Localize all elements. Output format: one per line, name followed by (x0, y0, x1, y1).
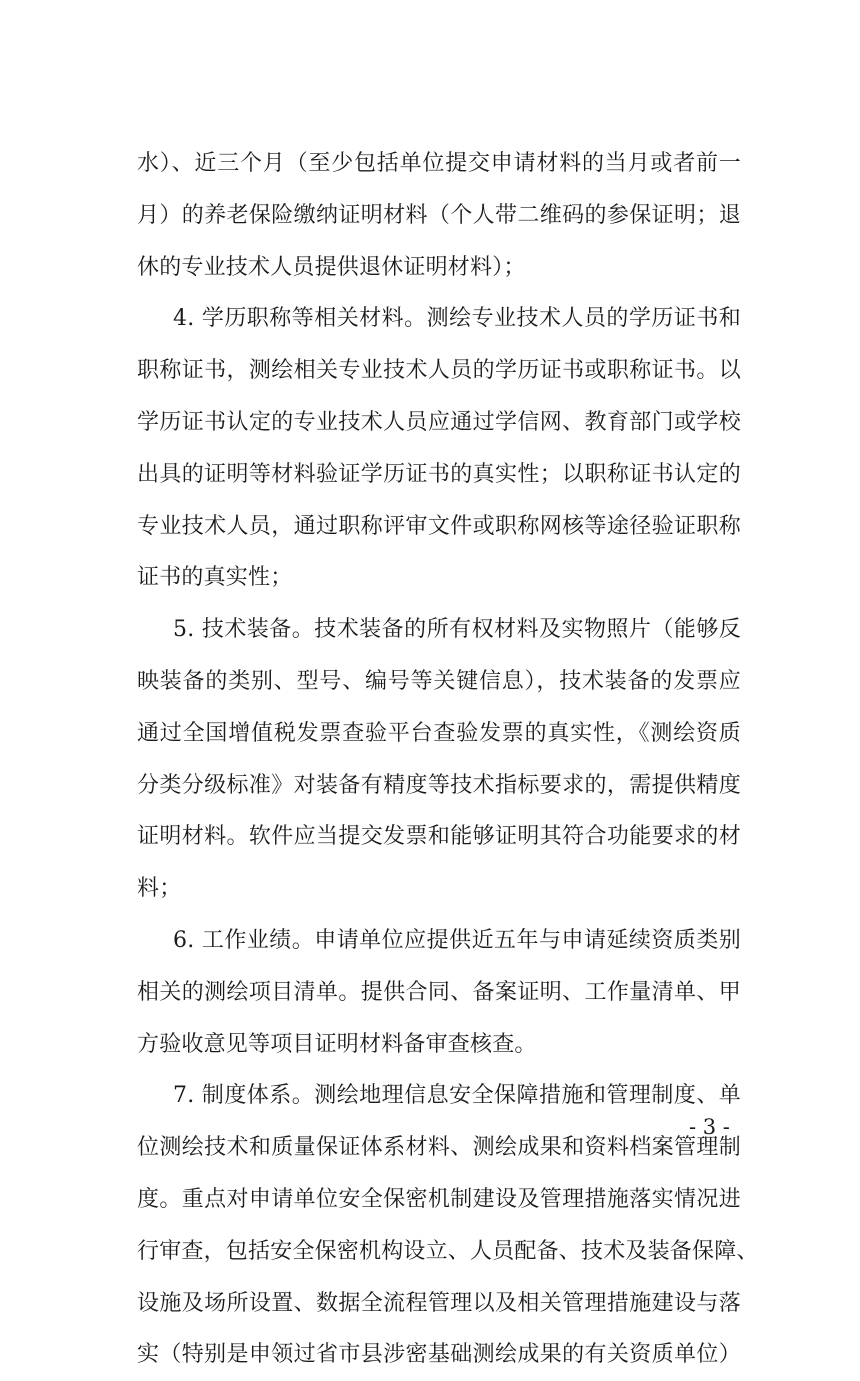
text-line: 6. 工作业绩。申请单位应提供近五年与申请延续资质类别 (173, 927, 741, 953)
text-line: 7. 制度体系。测绘地理信息安全保障措施和管理制度、单 (173, 1083, 741, 1109)
text-line: 出具的证明等材料验证学历证书的真实性；以职称证书认定的 (137, 461, 741, 487)
text-line: 学历证书认定的专业技术人员应通过学信网、教育部门或学校 (137, 409, 741, 435)
text-line: 休的专业技术人员提供退休证明材料）； (137, 254, 526, 280)
text-line: 4. 学历职称等相关材料。测绘专业技术人员的学历证书和 (173, 306, 741, 332)
text-line: 水）、近三个月（至少包括单位提交申请材料的当月或者前一 (137, 151, 741, 176)
text-line: 5. 技术装备。技术装备的所有权材料及实物照片（能够反 (173, 617, 741, 643)
text-line: 证明材料。软件应当提交发票和能够证明其符合功能要求的材 (137, 824, 741, 850)
text-line: 行审查，包括安全保密机构设立、人员配备、技术及装备保障、 (137, 1238, 759, 1264)
text-line: 月）的养老保险缴纳证明材料（个人带二维码的参保证明；退 (137, 202, 741, 228)
page-number: - 3 - (689, 1115, 730, 1139)
text-line: 方验收意见等项目证明材料备审查核查。 (137, 1031, 537, 1057)
text-line: 位测绘技术和质量保证体系材料、测绘成果和资料档案管理制 (137, 1135, 741, 1161)
text-line: 分类分级标准》对装备有精度等技术指标要求的，需提供精度 (137, 772, 741, 798)
text-line: 度。重点对申请单位安全保密机制建设及管理措施落实情况进 (137, 1186, 741, 1212)
text-line: 证书的真实性； (137, 565, 293, 591)
text-line: 设施及场所设置、数据全流程管理以及相关管理措施建设与落 (137, 1290, 741, 1316)
text-line: 映装备的类别、型号、编号等关键信息），技术装备的发票应 (137, 668, 741, 694)
text-line: 通过全国增值税发票查验平台查验发票的真实性，《测绘资质 (137, 720, 741, 746)
text-line: 实（特别是申领过省市县涉密基础测绘成果的有关资质单位） (137, 1342, 741, 1368)
text-line: 职称证书，测绘相关专业技术人员的学历证书或职称证书。以 (137, 358, 741, 384)
text-line: 专业技术人员，通过职称评审文件或职称网核等途径验证职称 (137, 513, 741, 539)
text-line: 料； (137, 876, 182, 902)
body-text (137, 138, 759, 1381)
text-line: 相关的测绘项目清单。提供合同、备案证明、工作量清单、甲 (137, 979, 741, 1005)
